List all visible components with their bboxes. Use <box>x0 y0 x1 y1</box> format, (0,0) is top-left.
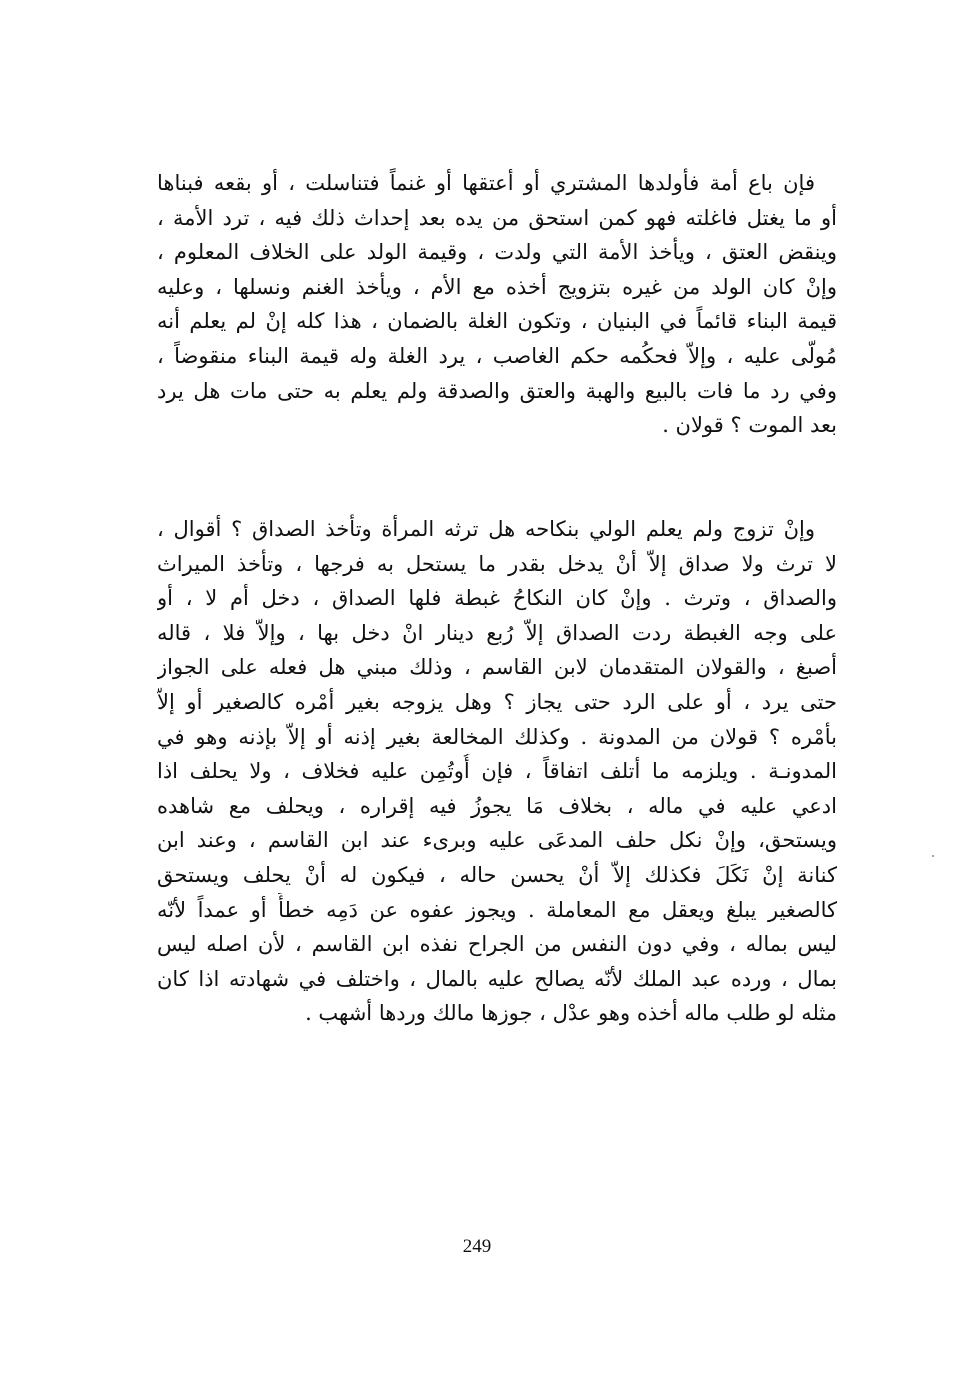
page-number: 249 <box>462 1236 492 1257</box>
paragraph-2-line-15: مثله لو طلب ماله أخذه وهو عدْل ، جوزها مالك وردها أشهب . <box>305 1001 837 1026</box>
paragraph-1-line-2: أو ما يغتل فاغلته فهو كمن استحق من يده بعد إحداث ذلك فيه ، ترد الأمة ، <box>157 205 837 230</box>
paragraph-2-line-7: بأمْره ؟ قولان من المدونة . وكذلك المخالعة بغير إذنه أو إلاّ بإذنه وهو في <box>157 724 837 749</box>
paragraph-2-line-3: والصداق ، وترث . وإنْ كان النكاحُ غبطة فلها الصداق ، دخل أم لا ، أو <box>157 586 837 611</box>
paragraph-1-line-8: بعد الموت ؟ قولان . <box>662 413 837 438</box>
paragraph-2-line-14: بمال ، ورده عبد الملك لأنّه يصالح عليه بالمال ، واختلف في شهادته اذا كان <box>157 966 837 991</box>
paragraph-1-line-4: وإنْ كان الولد من غيره بتزويج أخذه مع الأم ، ويأخذ الغنم ونسلها ، وعليه <box>157 274 837 299</box>
paragraph-2-line-9: ادعي عليه في ماله ، بخلاف مَا يجوزُ فيه إقراره ، ويحلف مع شاهده <box>157 793 837 818</box>
paragraph-1 <box>157 166 837 443</box>
paragraph-2-line-5: أصبغ ، والقولان المتقدمان لابن القاسم ، وذلك مبني هل فعله على الجواز <box>157 655 837 680</box>
paragraph-1-line-6: مُولّى عليه ، وإلاّ فحكُمه حكم الغاصب ، يرد الغلة وله قيمة البناء منقوضاً ، <box>157 343 837 368</box>
paragraph-2-line-13: ليس بماله ، وفي دون النفس من الجراح نفذه ابن القاسم ، لأن اصله ليس <box>157 932 837 957</box>
paragraph-2-line-1: وإنْ تزوج ولم يعلم الولي بنكاحه هل ترثه المرأة وتأخذ الصداق ؟ أقوال ، <box>157 517 815 541</box>
paragraph-2 <box>157 512 837 1031</box>
paragraph-2-line-4: على وجه الغبطة ردت الصداق إلاّ رُبع دينار انْ دخل بها ، وإلاّ فلا ، قاله <box>157 620 837 645</box>
paragraph-1-line-1: فإن باع أمة فأولدها المشتري أو أعتقها أو غنماً فتناسلت ، أو بقعه فبناها <box>157 171 815 195</box>
paragraph-2-line-2: لا ترث ولا صداق إلاّ أنْ يدخل بقدر ما يستحل به فرجها ، وتأخذ الميراث <box>157 551 837 576</box>
paragraph-1-line-5: قيمة البناء قائماً في البنيان ، وتكون الغلة بالضمان ، هذا كله إنْ لم يعلم أنه <box>157 309 837 334</box>
paragraph-2-line-6: حتى يرد ، أو على الرد حتى يجاز ؟ وهل يزوجه بغير أمْره كالصغير أو إلاّ <box>157 689 837 714</box>
paragraph-1-line-3: وينقض العتق ، ويأخذ الأمة التي ولدت ، وقيمة الولد على الخلاف المعلوم ، <box>157 240 837 265</box>
paragraph-1-line-7: وفي رد ما فات بالبيع والهبة والعتق والصدقة ولم يعلم به حتى مات هل يرد <box>157 378 837 403</box>
paragraph-2-line-10: ويستحق، وإنْ نكل حلف المدعَى عليه وبرىء عند ابن القاسم ، وعند ابن <box>157 828 837 853</box>
paragraph-2-line-12: كالصغير يبلغ ويعقل مع المعاملة . ويجوز عفوه عن دَمِه خطأً أو عمداً لأنّه <box>157 897 837 922</box>
scan-speck <box>932 855 934 857</box>
paragraph-2-line-8: المدونـة . ويلزمه ما أتلف اتفاقاً ، فإن أُوتُمِن عليه فخلاف ، ولا يحلف اذا <box>157 759 837 784</box>
paragraph-2-line-11: كنانة إنْ نَكَلَ فكذلك إلاّ أنْ يحسن حاله ، فيكون له أنْ يحلف ويستحق <box>157 862 837 887</box>
